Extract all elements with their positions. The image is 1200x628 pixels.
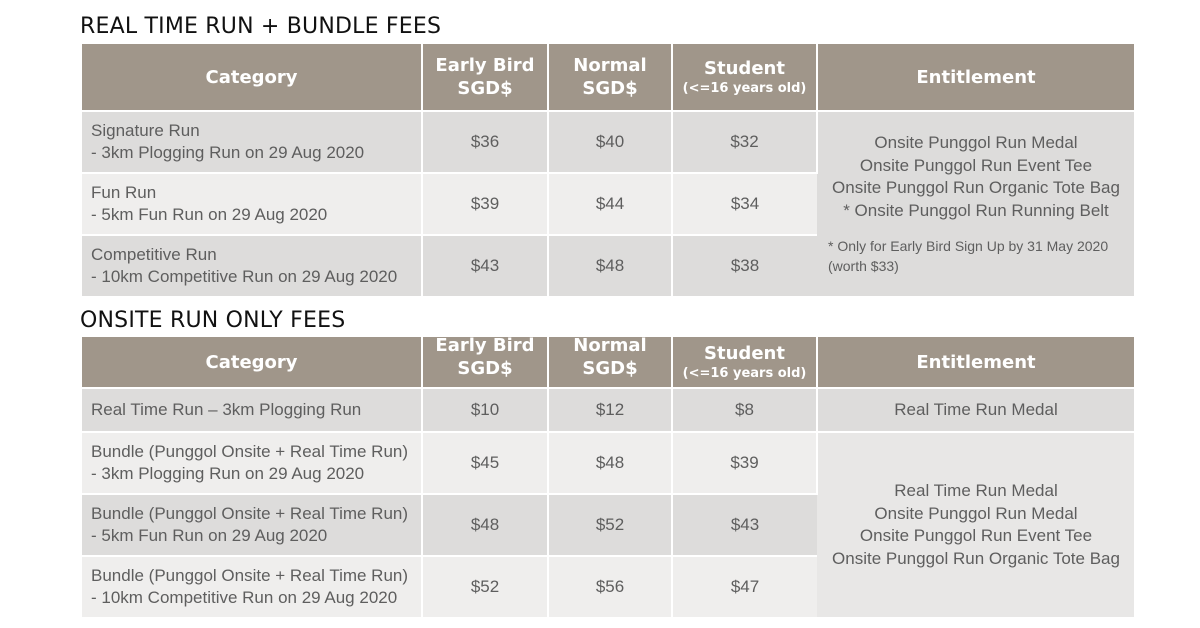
category-cell	[82, 111, 422, 173]
early-bird-price: $45	[422, 432, 548, 494]
category-cell	[82, 556, 422, 618]
header-normal-line2: SGD$	[582, 78, 638, 99]
entitlement-item: Onsite Punggol Run Organic Tote Bag	[832, 548, 1120, 568]
early-bird-price: $10	[422, 388, 548, 432]
early-bird-price: $43	[422, 235, 548, 297]
category-detail: - 5km Fun Run on 29 Aug 2020	[91, 526, 328, 545]
bundle-entitlement-cell	[817, 432, 1134, 618]
category-name: Signature Run	[91, 121, 200, 140]
early-bird-price: $36	[422, 111, 548, 173]
entitlement-note-line1: * Only for Early Bird Sign Up by 31 May 2020	[828, 238, 1109, 254]
header-normal-line1: Normal	[573, 335, 647, 356]
header-student-line1: Student	[704, 57, 785, 79]
header-early-bird-line2: SGD$	[457, 358, 513, 379]
entitlement-note	[818, 236, 1134, 276]
header-early-bird-line2: SGD$	[457, 78, 513, 99]
category-cell	[82, 388, 422, 432]
header-early-bird	[422, 337, 548, 388]
category-detail: - 5km Fun Run on 29 Aug 2020	[91, 205, 328, 224]
normal-price: $52	[548, 494, 672, 556]
normal-price: $44	[548, 173, 672, 235]
header-normal	[548, 44, 672, 111]
entitlement-item: Onsite Punggol Run Medal	[874, 133, 1078, 152]
student-price: $8	[672, 388, 817, 432]
category-detail: - 3km Plogging Run on 29 Aug 2020	[91, 143, 365, 162]
entitlement-item: Onsite Punggol Run Event Tee	[859, 526, 1093, 545]
early-bird-price: $52	[422, 556, 548, 618]
header-student	[672, 44, 817, 111]
entitlement-item: Real Time Run Medal	[894, 481, 1058, 500]
category-cell	[82, 494, 422, 556]
header-normal	[548, 337, 672, 388]
category-name: Bundle (Punggol Onsite + Real Time Run)	[91, 504, 409, 523]
section-title-onsite-fees: ONSITE RUN ONLY FEES	[80, 308, 346, 333]
student-price: $34	[672, 173, 817, 235]
header-student-line2: (<=16 years old)	[682, 365, 807, 381]
normal-price: $12	[548, 388, 672, 432]
normal-price: $40	[548, 111, 672, 173]
entitlement-cell: Real Time Run Medal	[817, 388, 1134, 432]
header-early-bird-line1: Early Bird	[435, 335, 535, 356]
header-normal-line2: SGD$	[582, 358, 638, 379]
student-price: $43	[672, 494, 817, 556]
table-row	[82, 432, 1134, 494]
early-bird-price: $39	[422, 173, 548, 235]
category-detail: - 10km Competitive Run on 29 Aug 2020	[91, 588, 398, 607]
header-normal-line1: Normal	[573, 55, 647, 76]
category-cell	[82, 432, 422, 494]
student-price: $38	[672, 235, 817, 297]
header-category: Category	[82, 44, 422, 111]
table-row	[82, 111, 1134, 173]
bundle-fees-table	[82, 44, 1134, 298]
normal-price: $56	[548, 556, 672, 618]
category-cell	[82, 235, 422, 297]
header-student-line1: Student	[704, 342, 785, 364]
header-student	[672, 337, 817, 388]
onsite-fees-table	[82, 337, 1134, 619]
category-name: Fun Run	[91, 183, 157, 202]
table-row	[82, 388, 1134, 432]
header-student-line2: (<=16 years old)	[682, 80, 807, 96]
header-early-bird	[422, 44, 548, 111]
normal-price: $48	[548, 432, 672, 494]
category-name: Competitive Run	[91, 245, 217, 264]
header-entitlement: Entitlement	[817, 337, 1134, 388]
header-early-bird-line1: Early Bird	[435, 55, 535, 76]
entitlement-item: Onsite Punggol Run Organic Tote Bag	[832, 178, 1120, 197]
category-detail: - 3km Plogging Run on 29 Aug 2020	[91, 464, 365, 483]
category-detail: - 10km Competitive Run on 29 Aug 2020	[91, 267, 398, 286]
entitlement-item: * Onsite Punggol Run Running Belt	[843, 200, 1109, 220]
section-title-bundle-fees: REAL TIME RUN + BUNDLE FEES	[80, 14, 442, 39]
category-name: Bundle (Punggol Onsite + Real Time Run)	[91, 566, 409, 585]
header-category: Category	[82, 337, 422, 388]
student-price: $47	[672, 556, 817, 618]
entitlement-item: Onsite Punggol Run Event Tee	[859, 155, 1093, 175]
category-name: Real Time Run – 3km Plogging Run	[91, 400, 362, 419]
category-cell	[82, 173, 422, 235]
category-name: Bundle (Punggol Onsite + Real Time Run)	[91, 442, 409, 461]
early-bird-price: $48	[422, 494, 548, 556]
student-price: $32	[672, 111, 817, 173]
header-entitlement: Entitlement	[817, 44, 1134, 111]
student-price: $39	[672, 432, 817, 494]
table-header-row	[82, 44, 1134, 111]
normal-price: $48	[548, 235, 672, 297]
entitlement-cell	[817, 111, 1134, 297]
table-header-row	[82, 337, 1134, 388]
entitlement-note-line2: (worth $33)	[828, 258, 899, 274]
entitlement-item: Onsite Punggol Run Medal	[874, 503, 1078, 523]
